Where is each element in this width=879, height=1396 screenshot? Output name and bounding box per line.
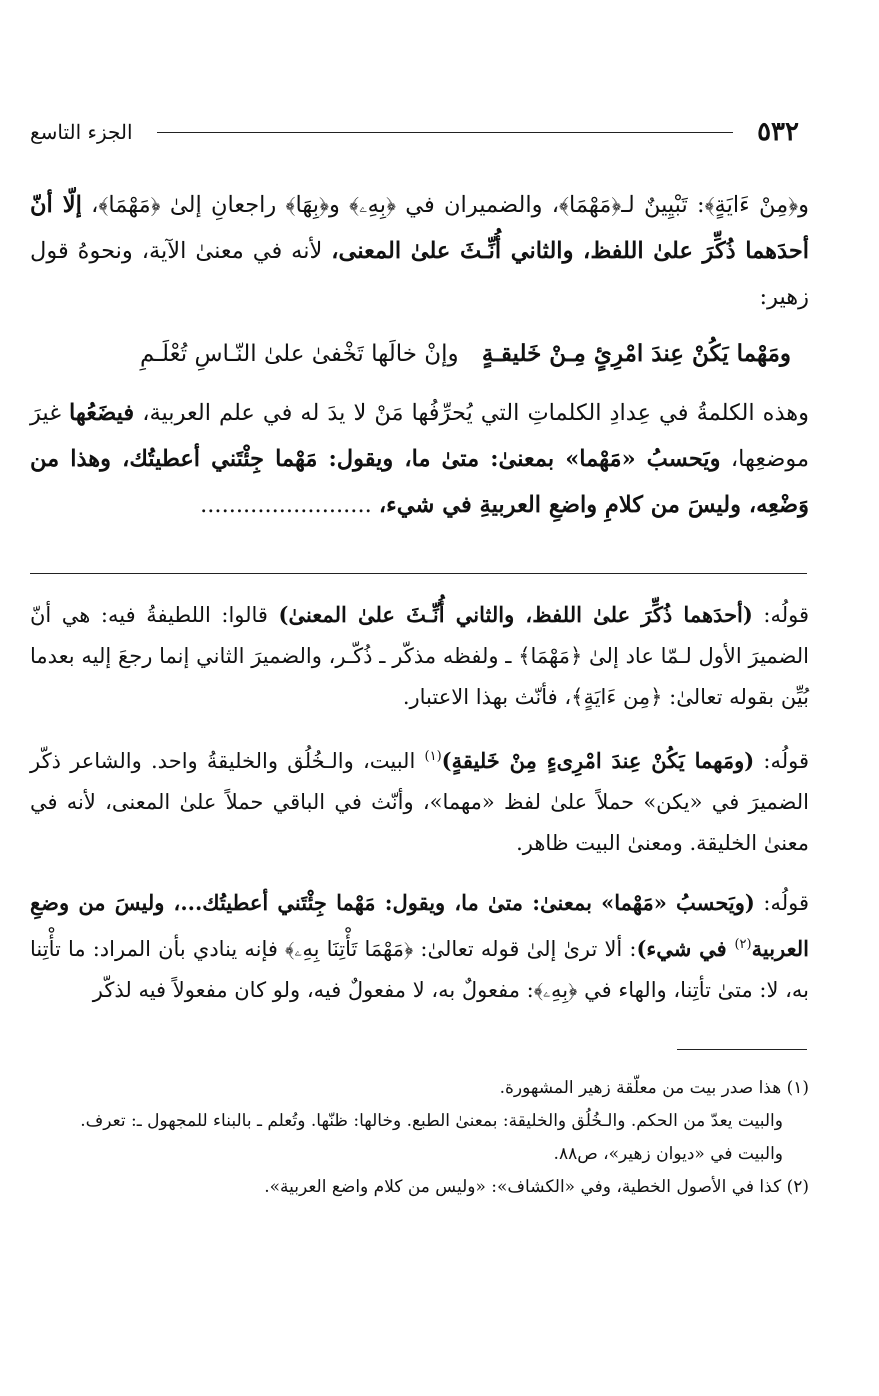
footnotes — [30, 1072, 809, 1204]
c3-quote: (ويَحسبُ «مَهْما» بمعنىٰ: متىٰ ما، ويقول: مَهْما جِئْتَني أعطيتُك...، وليسَ من وضعِ العربية — [30, 890, 809, 961]
para2-c: غيرَ موضعِها، — [30, 400, 809, 472]
c2-quote: (ومَهما يَكُنْ عِندَ امْرِىءٍ مِنْ خَليقةٍ) — [441, 748, 755, 773]
main-paragraph-1 — [30, 182, 809, 320]
commentary-paragraph-1 — [30, 594, 809, 718]
para2-dots: ........................ — [200, 492, 379, 518]
para2-b: فيضَعُها — [69, 400, 135, 426]
footnote-ref-2: (٢) — [734, 937, 752, 952]
para2-d: ويَحسبُ «مَهْما» بمعنىٰ: متىٰ ما، ويقول: مَهْما جِئْتَني أعطيتُك، وهذا من وَضْعِه، وليسَ من كلامِ واضعِ العربيةِ في شيء، — [30, 446, 809, 518]
poetry-verse — [30, 326, 809, 382]
footnote-divider — [677, 1049, 807, 1050]
main-line-3: زهير: — [759, 284, 809, 310]
c3-rest: : ألا ترىٰ إلىٰ قوله تعالىٰ: ﴿مَهْمَا تَأْتِنَا بِهِۦ﴾ فإنه ينادي بأن المراد: ما تأْتِنا به، لا: متىٰ تأتِنا، والهاء في ﴿بِهِۦ﴾: مفعولٌ به، لا مفعولٌ فيه، ولو كان مفعولاً فيه لذكّر — [30, 937, 809, 1002]
commentary-paragraph-2 — [30, 736, 809, 864]
main-text — [30, 182, 809, 528]
page-header — [30, 112, 799, 152]
para2-a: وهذه الكلمةُ في عِدادِ الكلماتِ التي يُحرِّفُها مَنْ لا يدَ له في علم العربية، — [134, 400, 810, 426]
commentary-text — [30, 594, 809, 1029]
header-rule — [157, 132, 734, 133]
verse-second-hemistich: وإنْ خالَها تَخْفىٰ علىٰ النّـاسِ تُعْلَـمِ — [140, 341, 459, 367]
commentary-paragraph-3 — [30, 882, 809, 1011]
c1-rest: قالوا: اللطيفةُ فيه: هي أنّ الضميرَ الأول لـمّا عاد إلىٰ ﴿مَهْمَا﴾ ـ ولفظه مذكّر ـ ذُكّـر، والضميرَ الثاني إنما رجعَ إليه بعدما بُيِّن بقوله تعالىٰ: ﴿مِن ءَايَةٍ﴾، فأنّث بهذا الاعتبار. — [30, 603, 809, 709]
c3-quote-end: في شيء) — [636, 936, 735, 961]
c3-lead: قولُه: — [754, 891, 809, 915]
main-line-2-bold: إلّا أنّ أحدَهما ذُكِّرَ علىٰ اللفظ، والثاني أُنِّـثَ علىٰ المعنى، — [30, 192, 809, 264]
running-title: الجزء التاسع — [30, 120, 133, 144]
c2-lead: قولُه: — [754, 749, 810, 773]
footnote-2: (٢) كذا في الأصول الخطية، وفي «الكشاف»: «وليس من كلام واضع العربية». — [264, 1177, 809, 1197]
footnote-ref-1: (١) — [424, 749, 442, 764]
verse-first-hemistich: ومَهْما يَكُنْ عِندَ امْرِئٍ مِـنْ خَليقـةٍ — [481, 340, 791, 367]
footnote-1-source: والبيت في «ديوان زهير»، ص٨٨. — [553, 1144, 783, 1164]
commentary-divider — [30, 573, 807, 574]
main-line-1: و﴿مِنْ ءَايَةٍ﴾: تَبْيِينٌ لـ﴿مَهْمَا﴾، والضميران في ﴿بِهِۦ﴾ و﴿بِهَا﴾ راجعانِ إلىٰ ﴿مَهْمَا﴾، — [91, 192, 809, 218]
main-line-2-rest: لأنه في معنىٰ الآية، ونحوهُ قول — [30, 238, 332, 264]
footnote-1: (١) هذا صدر بيت من معلّقة زهير المشهورة. — [499, 1078, 809, 1098]
footnote-1-explanation: والبيت يعدّ من الحكم. والـخُلُق والخليقة: بمعنىٰ الطبع. وخالها: ظنّها. وتُعلم ـ بالبناء للمجهول ـ: تعرف. — [80, 1111, 783, 1131]
c1-quote: (أحدَهما ذُكِّرَ علىٰ اللفظ، والثاني أُنِّـثَ علىٰ المعنىٰ) — [278, 602, 753, 627]
page-number: ٥٣٢ — [757, 117, 799, 147]
main-paragraph-2 — [30, 390, 809, 528]
c2-rest: البيت، والـخُلُق والخليقةُ واحد. والشاعر ذكّر الضميرَ في «يكن» حملاً علىٰ لفظ «مهما»، وأنّث في الباقي حملاً علىٰ المعنى، لأنه في معنىٰ الخليقة. ومعنىٰ البيت ظاهر. — [30, 749, 809, 855]
c1-lead: قولُه: — [752, 603, 809, 627]
